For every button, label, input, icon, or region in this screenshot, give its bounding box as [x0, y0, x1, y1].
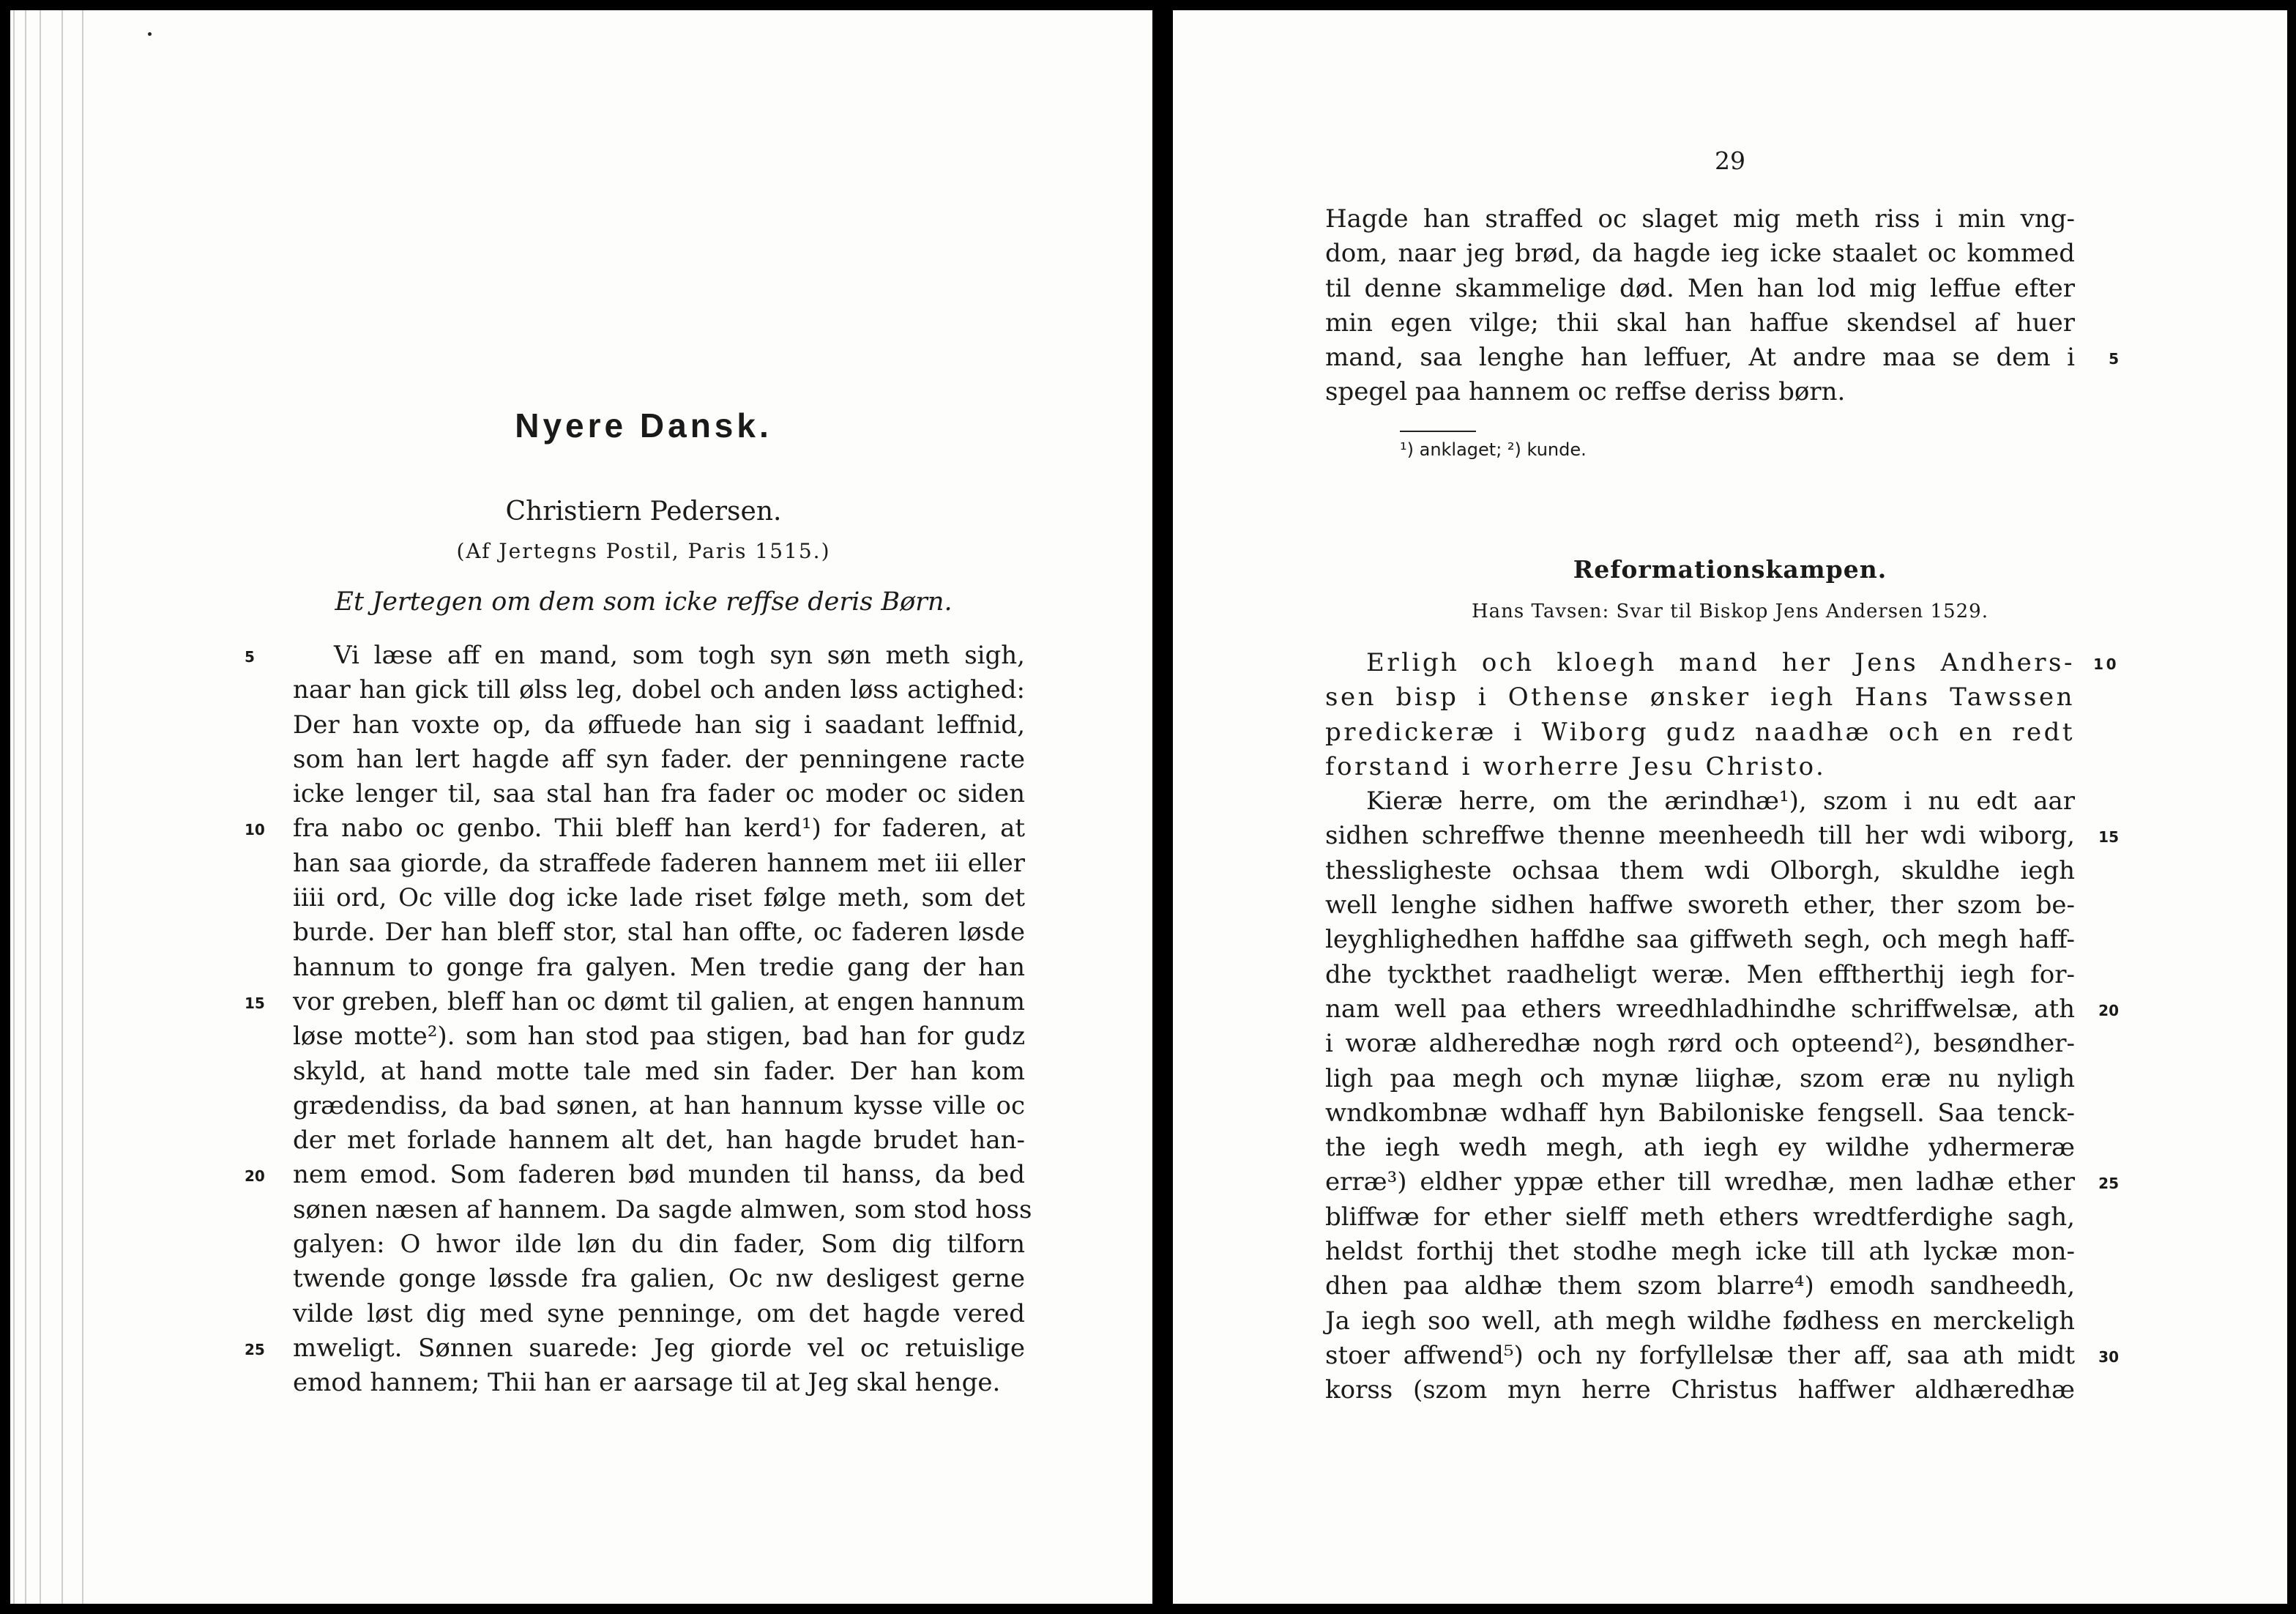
line-number: 25 [245, 1340, 265, 1358]
line-number: 10 [245, 821, 265, 839]
text-line: vilde løst dig med syne penninge, om det hagde vered [293, 1298, 1025, 1328]
page-edge [25, 10, 26, 1604]
text-line: forstand i worherre Jesu Christo. [1325, 751, 1827, 781]
line-number: 20 [2098, 1001, 2119, 1019]
text-line: heldst forthij thet stodhe megh icke till ath lyckæ mon- [1325, 1237, 2075, 1267]
line-number: 30 [2098, 1347, 2119, 1366]
line-number: 20 [245, 1167, 265, 1186]
line-number: 15 [245, 994, 265, 1012]
text-line: løse motte²). som han stod paa stigen, bad han for gudz [293, 1022, 1025, 1052]
text-line: dom, naar jeg brød, da hagde ieg icke staalet oc kommed [1325, 239, 2075, 269]
footnote: ¹) anklaget; ²) kunde. [1400, 439, 1587, 460]
text-line: Kieræ herre, om the ærindhæ¹), szom i nu edt aar [1366, 786, 2075, 817]
text-line: 5 mand, saa lenghe han leffuer, At andre maa se dem i [1325, 341, 2075, 375]
right-page [1173, 10, 2287, 1604]
text-line: 5 Vi læse aff en mand, som togh syn søn meth sigh, [293, 639, 1025, 673]
text-line: Ja iegh soo well, ath megh wildhe fødhess en merckeligh [1325, 1306, 2075, 1336]
text-line: bliffwæ for ether sielff meth ethers wredtferdighe sagh, [1325, 1202, 2075, 1232]
text-line: hannum to gonge fra galyen. Men tredie gang der han [293, 952, 1025, 982]
page-number: 29 [1715, 146, 1745, 175]
text-subtitle: Et Jertegen om dem som icke reffse deris Børn. [335, 587, 953, 617]
text-line: der met forlade hannem alt det, han hagde brudet han- [293, 1126, 1025, 1156]
text-line: i woræ aldheredhæ nogh rørd och opteend²), besøndher- [1325, 1029, 2075, 1059]
speck [148, 32, 152, 36]
text-line: dhe tyckthet raadheligt weræ. Men efftherthij iegh for- [1325, 959, 2075, 989]
text-line: til denne skammelige død. Men han lod mig leffue efter [1325, 273, 2075, 303]
text-line: 15 sidhen schreffwe thenne meenheedh till her wdi wiborg, [1325, 819, 2075, 853]
text-line: som han lert hagde aff syn fader. der penningene racte [293, 744, 1025, 774]
page-edge [40, 10, 41, 1604]
author-name: Christiern Pedersen. [505, 497, 782, 527]
text-line: predickeræ i Wiborg gudz naadhæ och en redt [1325, 717, 2075, 747]
text-line: 10 Erligh och kloegh mand her Jens Andhers- [1325, 646, 2075, 680]
chapter-heading: Nyere Dansk. [515, 406, 772, 445]
text-line: 25 erræ³) eldher yppæ ether till wredhæ, men ladhæ ether [1325, 1165, 2075, 1200]
text-line: sønen næsen af hannem. Da sagde almwen, som stod hoss [293, 1194, 1032, 1224]
page-edge [13, 10, 15, 1604]
text-line: burde. Der han bleff stor, stal han offte, oc faderen løsde [293, 918, 1025, 948]
text-line: the iegh wedh megh, ath iegh ey wildhe ydhermeræ [1325, 1133, 2075, 1163]
section-subheading: Hans Tavsen: Svar til Biskop Jens Andersen 1529. [1472, 600, 1988, 622]
text-line: well lenghe sidhen haffwe sworeth ether, ther szom be- [1325, 890, 2075, 921]
text-line: 20 nam well paa ethers wreedhladhindhe schriffwelsæ, ath [1325, 992, 2075, 1027]
text-line: 15 vor greben, bleff han oc dømt til galien, at engen hannum [293, 985, 1025, 1019]
text-line: spegel paa hannem oc reffse deriss børn. [1325, 377, 1846, 407]
text-line: Hagde han straffed oc slaget mig meth riss i min vng- [1325, 204, 2075, 234]
text-line: icke lenger til, saa stal han fra fader oc moder oc siden [293, 779, 1025, 809]
text-line: dhen paa aldhæ them szom blarre⁴) emodh sandheedh, [1325, 1271, 2075, 1301]
text-line: twende gonge løssde fra galien, Oc nw desligest gerne [293, 1264, 1025, 1294]
text-line: 30 stoer affwend⁵) och ny forfyllelsæ ther aff, saa ath midt [1325, 1339, 2075, 1373]
line-number: 25 [2098, 1175, 2119, 1193]
line-number: 15 [2098, 828, 2119, 847]
continued-text [1325, 202, 2119, 410]
text-line: min egen vilge; thii skal han haffue skendsel af huer [1325, 308, 2075, 338]
right-body-text [1325, 646, 2119, 1408]
source-citation: (Af Jertegns Postil, Paris 1515.) [456, 539, 831, 563]
footnote-rule [1400, 431, 1476, 432]
text-line: 20 nem emod. Som faderen bød munden til hanss, da bed [293, 1158, 1025, 1192]
line-number: 5 [2109, 350, 2119, 368]
left-body-text [245, 639, 1032, 1401]
text-line: galyen: O hwor ilde løn du din fader, Som dig tilforn [293, 1230, 1025, 1260]
text-line: wndkombnæ wdhaff hyn Babiloniske fengsell. Saa tenck- [1325, 1098, 2075, 1128]
text-line: naar han gick till ølss leg, dobel och anden løss actighed: [293, 675, 1025, 705]
text-line: korss (szom myn herre Christus haffwer aldhæredhæ [1325, 1375, 2075, 1405]
text-line: 10 fra nabo oc genbo. Thii bleff han kerd¹) for faderen, at [293, 811, 1025, 846]
text-line: thessligheste ochsaa them wdi Olborgh, skuldhe iegh [1325, 855, 2075, 885]
page-edge [82, 10, 83, 1604]
text-line: sen bisp i Othense ønsker iegh Hans Tawssen [1325, 683, 2075, 713]
text-line: grædendiss, da bad sønen, at han hannum kysse ville oc [293, 1090, 1025, 1120]
text-line: iiii ord, Oc ville dog icke lade riset følge meth, som det [293, 883, 1025, 913]
left-page [10, 10, 1152, 1604]
text-line: leyghlighedhen haffdhe saa giffweth segh, och megh haff- [1325, 925, 2075, 955]
text-line: han saa giorde, da straffede faderen hannem met iii eller [293, 848, 1025, 878]
text-line: 25 mweligt. Sønnen suarede: Jeg giorde vel oc retuislige [293, 1331, 1025, 1366]
section-heading: Reformationskampen. [1573, 555, 1887, 584]
line-number: 10 [2093, 655, 2119, 673]
text-line: emod hannem; Thii han er aarsage til at Jeg skal henge. [293, 1368, 1001, 1398]
text-line: skyld, at hand motte tale med sin fader. Der han kom [293, 1056, 1025, 1086]
line-number: 5 [245, 648, 255, 666]
text-line: Der han voxte op, da øffuede han sig i saadant leffnid, [293, 710, 1025, 740]
page-edge [61, 10, 63, 1604]
text-line: ligh paa megh och mynæ liighæ, szom eræ nu nyligh [1325, 1063, 2075, 1093]
